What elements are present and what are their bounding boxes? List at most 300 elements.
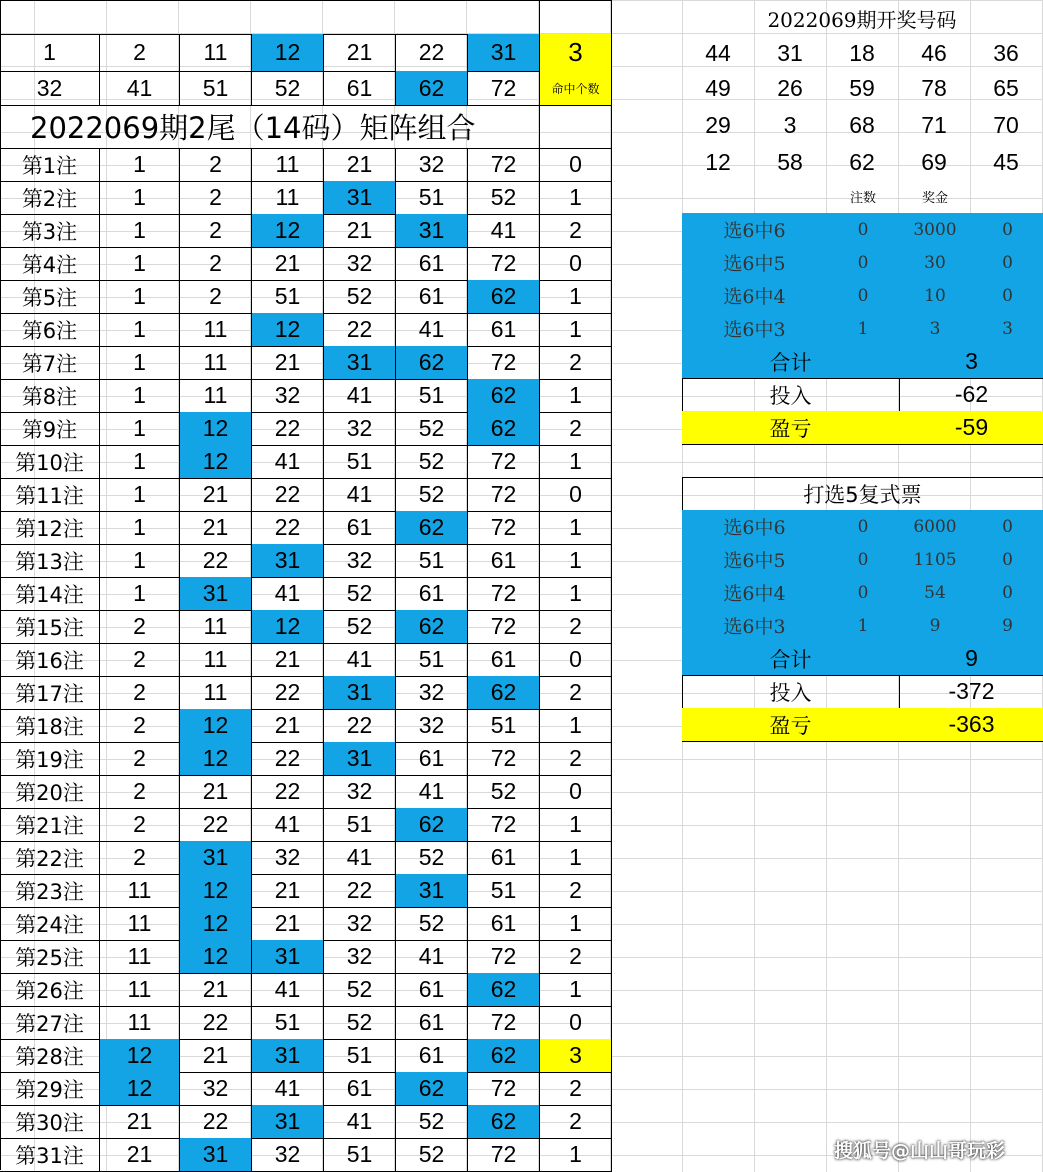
ticket-number: 32 [324, 940, 396, 974]
ticket-number: 22 [180, 1006, 252, 1040]
ticket-number: 12 [252, 313, 324, 347]
ticket-hits: 2 [540, 610, 612, 644]
ticket-number: 62 [468, 412, 540, 446]
ticket-label: 第11注 [0, 478, 100, 512]
compound-summary-table [682, 477, 1043, 742]
prize-count: 0 [827, 576, 900, 610]
ticket-number: 2 [180, 181, 252, 215]
ticket-number: 62 [468, 1039, 540, 1073]
ticket-label: 第4注 [0, 247, 100, 281]
ticket-number: 31 [252, 940, 324, 974]
ticket-number: 21 [100, 1105, 180, 1139]
ticket-label: 第18注 [0, 709, 100, 743]
ticket-hits: 2 [540, 874, 612, 908]
ticket-number: 31 [180, 1138, 252, 1172]
draw-number: 12 [705, 149, 731, 175]
ticket-number: 12 [100, 1039, 180, 1073]
draw-number: 62 [849, 149, 875, 175]
ticket-number: 62 [468, 379, 540, 413]
profit-label: 盈亏 [682, 708, 900, 742]
ticket-number: 32 [324, 544, 396, 578]
ticket-number: 51 [252, 1006, 324, 1040]
header-blank-right [540, 0, 612, 35]
ticket-number: 72 [468, 808, 540, 842]
draw-number: 68 [849, 111, 875, 138]
ticket-number: 1 [100, 412, 180, 446]
ticket-label: 第14注 [0, 577, 100, 611]
ticket-number: 52 [396, 445, 468, 479]
pool-number: 61 [324, 71, 396, 106]
ticket-number: 11 [180, 643, 252, 677]
ticket-number: 41 [252, 808, 324, 842]
ticket-hits: 3 [540, 1039, 612, 1073]
ticket-hits: 0 [540, 643, 612, 677]
ticket-number: 41 [324, 643, 396, 677]
ticket-number: 31 [180, 841, 252, 875]
ticket-number: 11 [180, 313, 252, 347]
ticket-hits: 2 [540, 214, 612, 248]
ticket-number: 61 [396, 247, 468, 281]
prize-tier-label: 选6中6 [682, 213, 828, 247]
profit-value: -363 [899, 708, 1043, 742]
ticket-label: 第17注 [0, 676, 100, 710]
draw-number: 71 [921, 111, 947, 138]
ticket-number: 61 [468, 313, 540, 347]
ticket-number: 12 [180, 874, 252, 908]
ticket-number: 41 [324, 478, 396, 512]
ticket-number: 11 [100, 874, 180, 908]
ticket-hits: 0 [540, 775, 612, 809]
ticket-number: 2 [180, 148, 252, 182]
ticket-label: 第28注 [0, 1039, 100, 1073]
prize-tier-label: 选6中6 [682, 510, 828, 544]
draw-number: 59 [849, 74, 875, 101]
ticket-number: 32 [180, 1072, 252, 1106]
ticket-hits: 1 [540, 1138, 612, 1172]
pool-number: 12 [252, 34, 324, 72]
sum-value: 3 [899, 345, 1043, 379]
ticket-number: 61 [324, 511, 396, 545]
ticket-number: 31 [252, 1039, 324, 1073]
ticket-number: 32 [324, 412, 396, 446]
draw-number: 49 [705, 74, 731, 101]
ticket-number: 51 [468, 709, 540, 743]
ticket-number: 62 [396, 346, 468, 380]
profit-label: 盈亏 [682, 411, 900, 445]
ticket-hits: 2 [540, 940, 612, 974]
ticket-number: 2 [100, 775, 180, 809]
ticket-number: 51 [324, 445, 396, 479]
ticket-number: 52 [324, 610, 396, 644]
ticket-number: 32 [252, 1138, 324, 1172]
ticket-number: 31 [180, 577, 252, 611]
sum-label: 合计 [682, 642, 900, 676]
matrix-title: 2022069期2尾（14码）矩阵组合 [0, 105, 540, 149]
ticket-hits: 2 [540, 676, 612, 710]
ticket-number: 51 [324, 1039, 396, 1073]
prize-count: 1 [827, 609, 900, 643]
ticket-number: 62 [396, 1072, 468, 1106]
ticket-number: 31 [396, 874, 468, 908]
ticket-label: 第1注 [0, 148, 100, 182]
invest-label: 投入 [682, 675, 900, 709]
pool-number: 31 [468, 34, 540, 72]
ticket-number: 22 [252, 511, 324, 545]
ticket-number: 72 [468, 148, 540, 182]
ticket-number: 22 [324, 874, 396, 908]
ticket-number: 41 [324, 841, 396, 875]
summary-title: 打选5复式票 [682, 477, 1043, 511]
ticket-hits: 1 [540, 511, 612, 545]
ticket-number: 22 [180, 1105, 252, 1139]
ticket-number: 41 [324, 379, 396, 413]
ticket-number: 11 [180, 346, 252, 380]
ticket-number: 11 [252, 181, 324, 215]
ticket-number: 61 [396, 280, 468, 314]
ticket-number: 61 [396, 1039, 468, 1073]
ticket-number: 41 [252, 445, 324, 479]
pool-number: 41 [100, 71, 180, 106]
draw-number: 26 [777, 74, 803, 101]
ticket-number: 32 [396, 709, 468, 743]
ticket-label: 第5注 [0, 280, 100, 314]
ticket-number: 1 [100, 313, 180, 347]
ticket-number: 21 [252, 247, 324, 281]
ticket-number: 2 [100, 676, 180, 710]
matrix-summary-table [682, 213, 1043, 445]
ticket-number: 61 [396, 973, 468, 1007]
ticket-label: 第13注 [0, 544, 100, 578]
ticket-number: 52 [396, 907, 468, 941]
ticket-number: 41 [396, 940, 468, 974]
ticket-number: 32 [252, 841, 324, 875]
ticket-number: 52 [324, 973, 396, 1007]
pool-number: 1 [0, 34, 100, 72]
pool-number: 22 [396, 34, 468, 72]
ticket-number: 1 [100, 247, 180, 281]
ticket-number: 2 [100, 709, 180, 743]
ticket-number: 22 [324, 313, 396, 347]
ticket-label: 第12注 [0, 511, 100, 545]
ticket-number: 52 [396, 1105, 468, 1139]
ticket-hits: 1 [540, 280, 612, 314]
ticket-number: 22 [252, 676, 324, 710]
ticket-label: 第15注 [0, 610, 100, 644]
ticket-hits: 0 [540, 148, 612, 182]
pool-number: 11 [180, 34, 252, 72]
prize-amount: 3 [899, 312, 972, 346]
ticket-number: 72 [468, 940, 540, 974]
ticket-number: 2 [100, 841, 180, 875]
ticket-hits: 1 [540, 907, 612, 941]
prize-amount: 6000 [899, 510, 972, 544]
ticket-number: 31 [252, 1105, 324, 1139]
ticket-number: 11 [252, 148, 324, 182]
ticket-hits: 2 [540, 1072, 612, 1106]
ticket-number: 11 [100, 973, 180, 1007]
ticket-number: 22 [252, 775, 324, 809]
ticket-number: 72 [468, 577, 540, 611]
ticket-number: 1 [100, 214, 180, 248]
pool-number: 2 [100, 34, 180, 72]
prize-count: 0 [827, 543, 900, 577]
ticket-number: 52 [468, 775, 540, 809]
invest-value: -372 [899, 675, 1043, 709]
count-header: 注数 [849, 190, 876, 206]
pool-number: 21 [324, 34, 396, 72]
prize-amount: 54 [899, 576, 972, 610]
ticket-number: 21 [252, 643, 324, 677]
ticket-number: 72 [468, 742, 540, 776]
ticket-number: 72 [468, 1138, 540, 1172]
ticket-number: 11 [100, 907, 180, 941]
prize-count: 0 [827, 279, 900, 313]
ticket-number: 22 [252, 478, 324, 512]
prize-amount: 3000 [899, 213, 972, 247]
prize-amount: 30 [899, 246, 972, 280]
prize-count: 0 [827, 246, 900, 280]
prize-total: 3 [971, 312, 1043, 346]
ticket-number: 51 [396, 379, 468, 413]
ticket-number: 51 [396, 544, 468, 578]
prize-amount: 9 [899, 609, 972, 643]
ticket-number: 2 [100, 610, 180, 644]
draw-number: 36 [993, 39, 1019, 66]
draw-number: 18 [849, 39, 875, 66]
ticket-number: 52 [396, 841, 468, 875]
ticket-label: 第19注 [0, 742, 100, 776]
draw-number: 70 [993, 111, 1019, 138]
draw-number: 78 [921, 74, 947, 101]
ticket-number: 12 [180, 709, 252, 743]
ticket-number: 2 [100, 808, 180, 842]
prize-tier-label: 选6中5 [682, 543, 828, 577]
ticket-number: 61 [324, 1072, 396, 1106]
sum-value: 9 [899, 642, 1043, 676]
prize-total: 0 [971, 213, 1043, 247]
ticket-number: 72 [468, 610, 540, 644]
prize-tier-label: 选6中3 [682, 312, 828, 346]
header-blank [0, 0, 540, 35]
prize-count: 0 [827, 213, 900, 247]
prize-total: 0 [971, 279, 1043, 313]
draw-number: 3 [783, 111, 797, 138]
ticket-number: 62 [468, 280, 540, 314]
prize-amount: 10 [899, 279, 972, 313]
ticket-label: 第7注 [0, 346, 100, 380]
ticket-number: 51 [324, 808, 396, 842]
ticket-label: 第20注 [0, 775, 100, 809]
ticket-hits: 1 [540, 841, 612, 875]
ticket-number: 62 [396, 610, 468, 644]
ticket-number: 62 [468, 1105, 540, 1139]
ticket-hits: 2 [540, 346, 612, 380]
ticket-hits: 0 [540, 478, 612, 512]
ticket-hits: 1 [540, 973, 612, 1007]
ticket-number: 72 [468, 478, 540, 512]
ticket-number: 21 [180, 1039, 252, 1073]
pool-number: 51 [180, 71, 252, 106]
ticket-number: 32 [324, 775, 396, 809]
ticket-number: 12 [100, 1072, 180, 1106]
ticket-label: 第22注 [0, 841, 100, 875]
ticket-number: 61 [468, 643, 540, 677]
ticket-number: 22 [252, 742, 324, 776]
ticket-hits: 1 [540, 808, 612, 842]
ticket-number: 52 [396, 412, 468, 446]
ticket-number: 21 [324, 214, 396, 248]
ticket-number: 1 [100, 544, 180, 578]
ticket-label: 第26注 [0, 973, 100, 1007]
ticket-hits: 2 [540, 742, 612, 776]
ticket-number: 61 [468, 907, 540, 941]
ticket-number: 72 [468, 1006, 540, 1040]
ticket-label: 第30注 [0, 1105, 100, 1139]
pool-number: 62 [396, 71, 468, 106]
ticket-number: 11 [180, 379, 252, 413]
ticket-number: 21 [324, 148, 396, 182]
pool-hit-count: 3 [540, 34, 612, 72]
ticket-number: 51 [396, 643, 468, 677]
ticket-number: 61 [396, 742, 468, 776]
ticket-label: 第2注 [0, 181, 100, 215]
ticket-hits: 1 [540, 577, 612, 611]
ticket-number: 41 [252, 577, 324, 611]
prize-tier-label: 选6中4 [682, 576, 828, 610]
ticket-number: 1 [100, 445, 180, 479]
ticket-label: 第9注 [0, 412, 100, 446]
ticket-number: 21 [180, 973, 252, 1007]
ticket-label: 第24注 [0, 907, 100, 941]
ticket-number: 21 [252, 709, 324, 743]
ticket-number: 31 [324, 742, 396, 776]
ticket-number: 41 [396, 313, 468, 347]
ticket-hits: 1 [540, 181, 612, 215]
ticket-number: 22 [180, 544, 252, 578]
prize-count: 1 [827, 312, 900, 346]
ticket-number: 21 [180, 775, 252, 809]
ticket-number: 61 [468, 544, 540, 578]
ticket-label: 第29注 [0, 1072, 100, 1106]
title-blank [540, 105, 612, 149]
ticket-number: 1 [100, 511, 180, 545]
prize-header: 奖金 [921, 190, 948, 206]
ticket-number: 22 [252, 412, 324, 446]
prize-tier-label: 选6中5 [682, 246, 828, 280]
prize-total: 9 [971, 609, 1043, 643]
ticket-label: 第16注 [0, 643, 100, 677]
invest-label: 投入 [682, 378, 900, 412]
ticket-hits: 0 [540, 1006, 612, 1040]
ticket-number: 12 [180, 742, 252, 776]
ticket-hits: 1 [540, 445, 612, 479]
ticket-number: 52 [396, 1138, 468, 1172]
ticket-number: 2 [100, 742, 180, 776]
ticket-number: 32 [324, 907, 396, 941]
ticket-number: 62 [468, 676, 540, 710]
ticket-number: 41 [468, 214, 540, 248]
ticket-number: 51 [252, 280, 324, 314]
ticket-number: 72 [468, 346, 540, 380]
ticket-number: 72 [468, 1072, 540, 1106]
ticket-number: 51 [396, 181, 468, 215]
ticket-hits: 1 [540, 709, 612, 743]
ticket-number: 61 [468, 841, 540, 875]
ticket-label: 第23注 [0, 874, 100, 908]
ticket-number: 11 [100, 1006, 180, 1040]
ticket-label: 第6注 [0, 313, 100, 347]
prize-count: 0 [827, 510, 900, 544]
ticket-label: 第8注 [0, 379, 100, 413]
ticket-number: 21 [252, 874, 324, 908]
prize-total: 0 [971, 543, 1043, 577]
ticket-number: 1 [100, 478, 180, 512]
ticket-number: 1 [100, 346, 180, 380]
ticket-number: 51 [468, 874, 540, 908]
ticket-hits: 1 [540, 544, 612, 578]
ticket-number: 11 [100, 940, 180, 974]
ticket-label: 第10注 [0, 445, 100, 479]
ticket-hits: 1 [540, 313, 612, 347]
ticket-label: 第25注 [0, 940, 100, 974]
ticket-number: 62 [396, 808, 468, 842]
draw-number: 29 [705, 111, 731, 138]
ticket-number: 12 [252, 610, 324, 644]
draw-number: 65 [993, 74, 1019, 101]
prize-amount: 1105 [899, 543, 972, 577]
pool-hit-label: 命中个数 [540, 71, 612, 106]
ticket-number: 31 [324, 346, 396, 380]
ticket-number: 1 [100, 280, 180, 314]
ticket-number: 1 [100, 181, 180, 215]
ticket-number: 52 [324, 1006, 396, 1040]
ticket-number: 21 [180, 478, 252, 512]
ticket-hits: 2 [540, 1105, 612, 1139]
prize-total: 0 [971, 246, 1043, 280]
ticket-hits: 1 [540, 379, 612, 413]
ticket-number: 32 [396, 676, 468, 710]
ticket-number: 1 [100, 379, 180, 413]
ticket-number: 41 [252, 1072, 324, 1106]
pool-number: 72 [468, 71, 540, 106]
ticket-number: 61 [396, 1006, 468, 1040]
draw-number: 31 [777, 39, 803, 66]
ticket-number: 61 [396, 577, 468, 611]
ticket-number: 41 [396, 775, 468, 809]
ticket-number: 12 [252, 214, 324, 248]
ticket-number: 52 [396, 478, 468, 512]
ticket-number: 51 [324, 1138, 396, 1172]
ticket-number: 11 [180, 610, 252, 644]
ticket-label: 第21注 [0, 808, 100, 842]
draw-number: 58 [777, 149, 803, 175]
ticket-number: 52 [324, 280, 396, 314]
ticket-number: 2 [100, 643, 180, 677]
prize-total: 0 [971, 510, 1043, 544]
ticket-number: 31 [396, 214, 468, 248]
ticket-number: 32 [396, 148, 468, 182]
ticket-number: 31 [324, 676, 396, 710]
ticket-hits: 2 [540, 412, 612, 446]
sum-label: 合计 [682, 345, 900, 379]
ticket-number: 1 [100, 148, 180, 182]
ticket-number: 2 [180, 280, 252, 314]
ticket-number: 12 [180, 445, 252, 479]
ticket-hits: 0 [540, 247, 612, 281]
ticket-number: 22 [180, 808, 252, 842]
ticket-number: 21 [180, 511, 252, 545]
draw-title: 2022069期开奖号码 [767, 8, 957, 32]
